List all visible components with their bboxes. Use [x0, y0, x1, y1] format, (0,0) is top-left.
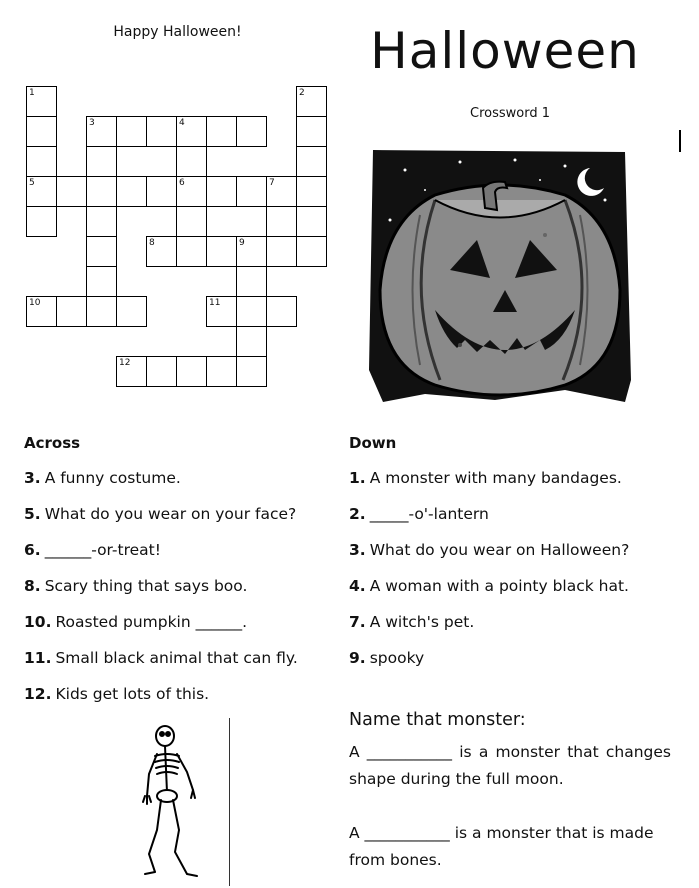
crossword-cell[interactable] — [206, 116, 237, 147]
clue-number-label: 11 — [209, 298, 221, 308]
crossword-cell[interactable] — [266, 206, 297, 237]
crossword-cell[interactable] — [26, 206, 57, 237]
edge-mark — [679, 130, 681, 152]
crossword-cell[interactable] — [176, 356, 207, 387]
crossword-cell[interactable] — [146, 116, 177, 147]
crossword-cell[interactable] — [176, 206, 207, 237]
crossword-cell[interactable] — [116, 176, 147, 207]
crossword-cell[interactable] — [236, 176, 267, 207]
across-clue — [24, 648, 344, 668]
clue-text: What do you wear on Halloween? — [369, 541, 630, 559]
clue-text: Small black animal that can fly. — [55, 649, 298, 667]
crossword-label: Crossword 1 — [470, 106, 550, 121]
crossword-cell[interactable] — [86, 266, 117, 297]
crossword-cell[interactable] — [26, 146, 57, 177]
crossword-cell[interactable] — [26, 116, 57, 147]
clue-number: 3. — [349, 541, 366, 559]
crossword-cell[interactable] — [236, 296, 267, 327]
clue-number-label: 2 — [299, 88, 305, 98]
crossword-cell[interactable] — [206, 176, 237, 207]
crossword-cell[interactable] — [86, 146, 117, 177]
clue-text: A witch's pet. — [369, 613, 475, 631]
crossword-cell[interactable] — [86, 176, 117, 207]
clue-text: _____-o'-lantern — [369, 505, 489, 523]
clue-number-label: 10 — [29, 298, 41, 308]
skeleton-illustration — [135, 722, 215, 882]
clue-number-label: 6 — [179, 178, 185, 188]
clue-number: 3. — [24, 469, 41, 487]
crossword-cell[interactable] — [296, 146, 327, 177]
page-title: Halloween — [370, 22, 640, 80]
clue-number: 6. — [24, 541, 41, 559]
clue-number: 9. — [349, 649, 366, 667]
crossword-cell[interactable] — [56, 176, 87, 207]
across-clues — [24, 434, 344, 720]
clue-text: Roasted pumpkin ______. — [55, 613, 248, 631]
clue-number-label: 7 — [269, 178, 275, 188]
monster-question-2: A ___________ is a monster that is made from bones. — [349, 824, 654, 869]
clue-text: Kids get lots of this. — [55, 685, 210, 703]
clue-text: A monster with many bandages. — [369, 469, 622, 487]
clue-text: A funny costume. — [44, 469, 181, 487]
clue-number: 8. — [24, 577, 41, 595]
crossword-cell[interactable] — [176, 236, 207, 267]
down-clue — [349, 576, 679, 596]
down-clue — [349, 612, 679, 632]
clue-number-label: 9 — [239, 238, 245, 248]
clue-number: 2. — [349, 505, 366, 523]
across-clue — [24, 612, 344, 632]
clue-number: 12. — [24, 685, 52, 703]
crossword-cell[interactable] — [296, 236, 327, 267]
crossword-cell[interactable] — [266, 296, 297, 327]
crossword-cell[interactable] — [236, 326, 267, 357]
down-clue — [349, 504, 679, 524]
crossword-cell[interactable] — [176, 146, 207, 177]
crossword-cell[interactable] — [236, 356, 267, 387]
crossword-cell[interactable] — [296, 206, 327, 237]
worksheet-subtitle: Happy Halloween! — [113, 24, 242, 40]
clue-number: 7. — [349, 613, 366, 631]
crossword-cell[interactable] — [236, 116, 267, 147]
clue-number: 11. — [24, 649, 52, 667]
clue-number-label: 12 — [119, 358, 131, 368]
crossword-cell[interactable] — [206, 356, 237, 387]
crossword-cell[interactable] — [266, 236, 297, 267]
crossword-cell[interactable] — [296, 116, 327, 147]
clue-text: A woman with a pointy black hat. — [369, 577, 629, 595]
clue-text: Scary thing that says boo. — [44, 577, 248, 595]
crossword-cell[interactable] — [116, 296, 147, 327]
crossword-cell[interactable] — [86, 206, 117, 237]
clue-number-label: 8 — [149, 238, 155, 248]
crossword-cell[interactable] — [116, 116, 147, 147]
clue-number-label: 3 — [89, 118, 95, 128]
down-clues — [349, 434, 679, 684]
down-clue — [349, 648, 679, 668]
clue-number-label: 1 — [29, 88, 35, 98]
clue-text: What do you wear on your face? — [44, 505, 297, 523]
clue-text: spooky — [369, 649, 425, 667]
down-heading: Down — [349, 434, 397, 452]
down-clue — [349, 540, 679, 560]
across-clue — [24, 576, 344, 596]
crossword-cell[interactable] — [206, 236, 237, 267]
across-clue — [24, 684, 344, 704]
across-clue — [24, 504, 344, 524]
crossword-cell[interactable] — [296, 176, 327, 207]
across-clue — [24, 540, 344, 560]
divider-line — [229, 718, 230, 886]
across-heading: Across — [24, 434, 81, 452]
crossword-grid — [0, 0, 340, 400]
clue-number-label: 5 — [29, 178, 35, 188]
clue-number-label: 4 — [179, 118, 185, 128]
crossword-cell[interactable] — [236, 266, 267, 297]
crossword-cell[interactable] — [146, 356, 177, 387]
across-clue — [24, 468, 344, 488]
crossword-cell[interactable] — [86, 236, 117, 267]
jack-o-lantern-illustration — [365, 140, 637, 420]
clue-number: 10. — [24, 613, 52, 631]
clue-number: 1. — [349, 469, 366, 487]
monster-question-1: A ___________ is a monster that changes shape during the full moon. — [349, 743, 671, 788]
clue-number: 4. — [349, 577, 366, 595]
monster-section-title: Name that monster: — [349, 710, 526, 730]
crossword-cell[interactable] — [56, 296, 87, 327]
down-clue — [349, 468, 679, 488]
crossword-cell[interactable] — [146, 176, 177, 207]
clue-text: ______-or-treat! — [44, 541, 161, 559]
crossword-cell[interactable] — [86, 296, 117, 327]
clue-number: 5. — [24, 505, 41, 523]
